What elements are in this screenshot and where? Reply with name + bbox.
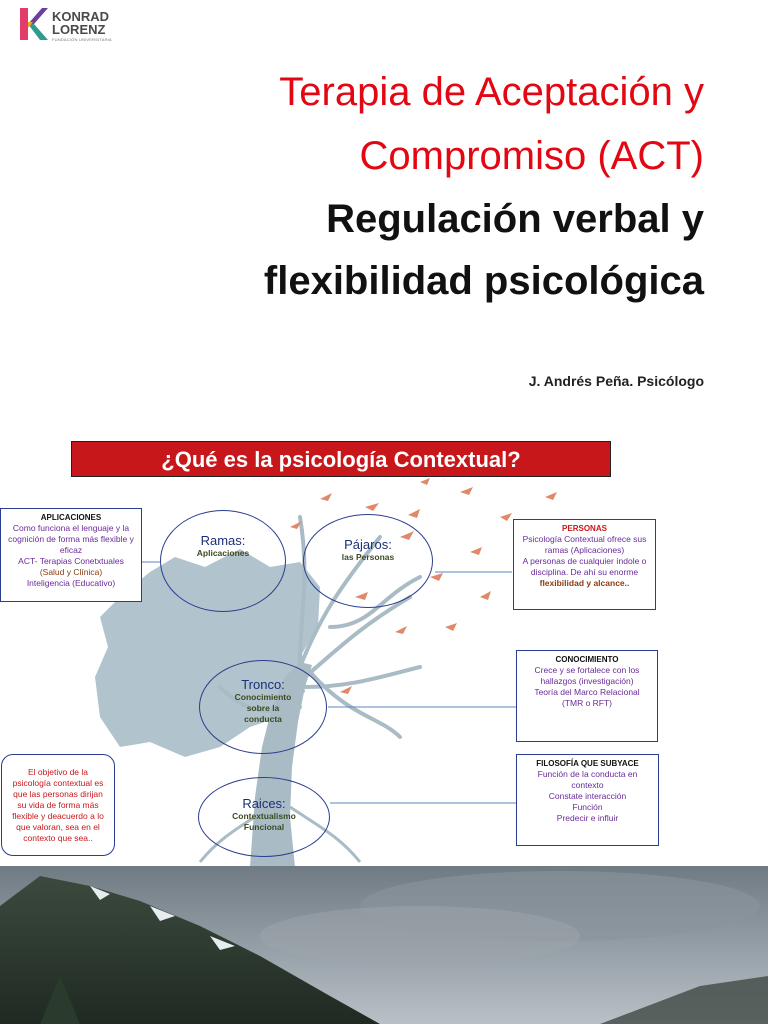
box-filosofia: FILOSOFÍA QUE SUBYACE Función de la conducta en contexto Constate interacción Función Predecir e influir <box>516 754 659 846</box>
bubble-ramas: Ramas: Aplicaciones <box>160 510 286 612</box>
author: J. Andrés Peña. Psicólogo <box>528 373 704 389</box>
logo-subtitle: FUNDACIÓN UNIVERSITARIA <box>52 37 112 42</box>
box-objetivo: El objetivo de la psicología contextual es que las personas dirijan su vida de forma más flexible y deacuerdo a lo que valoran, sea en el contexto que sea.. <box>1 754 115 856</box>
logo-text: KONRAD LORENZ <box>52 9 110 37</box>
box-aplicaciones: APLICACIONES Como funciona el lenguaje y la cognición de forma más flexible y eficaz ACT- Terapias Conetxtuales (Salud y Clínica) Inteligencia (Educativo) <box>0 508 142 602</box>
mountain-photo-image <box>0 866 768 1024</box>
tree-diagram <box>0 477 768 867</box>
box-personas: PERSONAS Psicología Contextual ofrece sus ramas (Aplicaciones) A personas de cualquier índole o disciplina. De ahí su enorme flexibilidad y alcance.. <box>513 519 656 610</box>
box-conocimiento: CONOCIMIENTO Crece y se fortalece con los hallazgos (investigación) Teoría del Marco Relacional (TMR o RFT) <box>516 650 658 742</box>
bubble-tronco: Tronco: Conocimiento sobre la conducta <box>199 660 327 754</box>
bubble-raices: Raices: Contextualismo Funcional <box>198 777 330 857</box>
bubble-pajaros: Pájaros: las Personas <box>303 514 433 608</box>
logo <box>20 6 120 40</box>
konrad-lorenz-logo-icon <box>20 8 48 40</box>
main-title: Terapia de Aceptación y Compromiso (ACT) <box>279 70 704 178</box>
subtitle: Regulación verbal y flexibilidad psicológica <box>263 197 704 303</box>
section-banner: ¿Qué es la psicología Contextual? <box>71 441 611 477</box>
landscape-photo <box>0 866 768 1024</box>
